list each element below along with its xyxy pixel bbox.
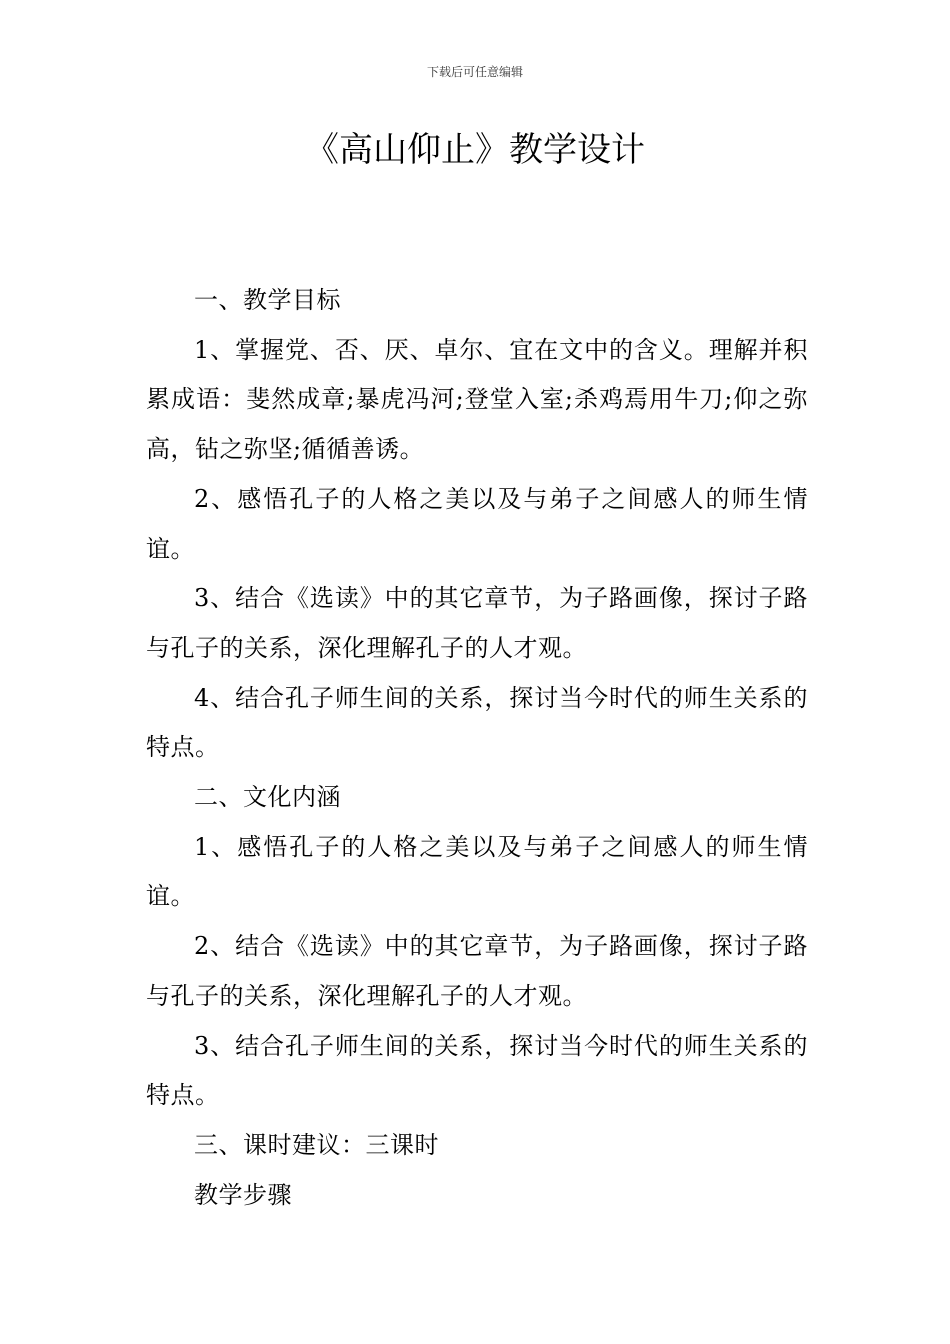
objective-item-3: 3、结合《选读》中的其它章节，为子路画像，探讨子路与孔子的关系，深化理解孔子的人才观。 (146, 584, 808, 662)
document-title: 《高山仰止》教学设计 (305, 130, 645, 170)
culture-item-2: 2、结合《选读》中的其它章节，为子路画像，探讨子路与孔子的关系，深化理解孔子的人才观。 (146, 932, 808, 1010)
section-heading-culture: 二、文化内涵 (194, 783, 341, 812)
objective-item-1: 1、掌握党、否、厌、卓尔、宜在文中的含义。理解并积累成语：斐然成章;暴虎冯河;登堂入室;杀鸡焉用牛刀;仰之弥高，钻之弥坚;循循善诱。 (146, 335, 808, 464)
objective-item-4: 4、结合孔子师生间的关系，探讨当今时代的师生关系的特点。 (146, 683, 808, 762)
culture-item-3: 3、结合孔子师生间的关系，探讨当今时代的师生关系的特点。 (146, 1031, 808, 1110)
header-note: 下载后可任意编辑 (426, 65, 523, 79)
document-body (146, 276, 808, 1220)
objective-item-2: 2、感悟孔子的人格之美以及与弟子之间感人的师生情谊。 (146, 484, 808, 563)
section-heading-steps: 教学步骤 (194, 1180, 292, 1209)
section-heading-schedule: 三、课时建议：三课时 (194, 1130, 439, 1159)
culture-item-1: 1、感悟孔子的人格之美以及与弟子之间感人的师生情谊。 (146, 832, 808, 911)
section-heading-objectives: 一、教学目标 (194, 286, 341, 314)
